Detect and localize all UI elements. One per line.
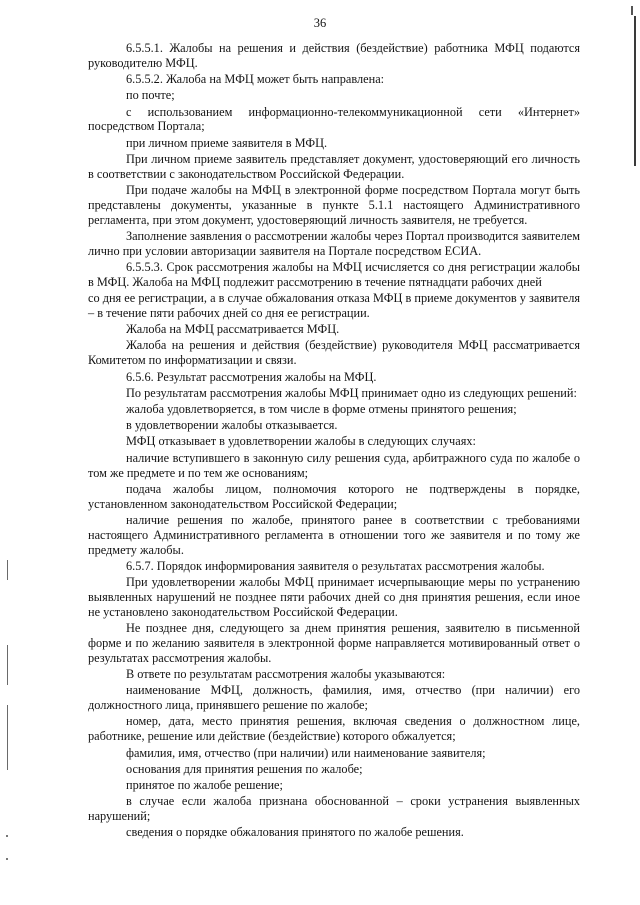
- paragraph: Жалоба на решения и действия (бездействие) руководителя МФЦ рассматривается Комитетом по информатизации и связи.: [88, 338, 580, 368]
- paragraph: наименование МФЦ, должность, фамилия, имя, отчество (при наличии) его должностного лица, принявшего решение по жалобе;: [88, 683, 580, 713]
- paragraph: 6.5.5.1. Жалобы на решения и действия (бездействие) работника МФЦ подаются руководителю МФЦ.: [88, 41, 580, 70]
- paragraph: При подаче жалобы на МФЦ в электронной форме посредством Портала могут быть представлены документы, указанные в пункте 5.1.1 настоящего Административного регламента, при этом документ, удостоверяющий личность заявителя, не требуется.: [88, 182, 580, 227]
- paragraph: Не позднее дня, следующего за днем принятия решения, заявителю в письменной форме и по желанию заявителя в электронной форме направляется мотивированный ответ о результатах рассмотрения жалобы.: [88, 621, 580, 665]
- paragraph: в случае если жалоба признана обоснованной – сроки устранения выявленных нарушений;: [88, 794, 580, 824]
- paragraph: фамилия, имя, отчество (при наличии) или наименование заявителя;: [126, 745, 486, 760]
- paragraph: 6.5.5.3. Срок рассмотрения жалобы на МФЦ исчисляется со дня регистрации жалобы в МФЦ. Жалоба на МФЦ подлежит рассмотрению в течение пятнадцати рабочих дней: [88, 260, 580, 289]
- paragraph: по почте;: [126, 88, 175, 103]
- paragraph: в удовлетворении жалобы отказывается.: [126, 418, 338, 433]
- paragraph: Заполнение заявления о рассмотрении жалобы через Портал производится заявителем лично при условии авторизации заявителя на Портале посредством ЕСИА.: [88, 228, 580, 258]
- scan-edge-mark: [631, 6, 633, 15]
- paragraph: Жалоба на МФЦ рассматривается МФЦ.: [126, 322, 340, 337]
- paragraph: при личном приеме заявителя в МФЦ.: [126, 135, 328, 150]
- scan-margin-mark: [7, 560, 8, 580]
- paragraph: В ответе по результатам рассмотрения жалобы указываются:: [126, 667, 446, 682]
- paragraph: подача жалобы лицом, полномочия которого не подтверждены в порядке, установленном законодательством Российской Федерации;: [88, 481, 580, 511]
- paragraph: с использованием информационно-телекоммуникационной сети «Интернет» посредством Портала;: [88, 104, 580, 134]
- paragraph: основания для принятия решения по жалобе;: [126, 761, 363, 776]
- paragraph: наличие вступившего в законную силу решения суда, арбитражного суда по жалобе о том же предмете и по тем же основаниям;: [88, 450, 580, 480]
- scan-margin-mark: [7, 645, 8, 685]
- paragraph: номер, дата, место принятия решения, включая сведения о должностном лице, работнике, решение или действие (бездействие) которого обжалуется;: [88, 714, 580, 744]
- paragraph: По результатам рассмотрения жалобы МФЦ принимает одно из следующих решений:: [126, 385, 577, 400]
- paragraph: При личном приеме заявитель представляет документ, удостоверяющий его личность в соответствии с законодательством Российской Федерации.: [88, 151, 580, 181]
- paragraph: При удовлетворении жалобы МФЦ принимает исчерпывающие меры по устранению выявленных нарушений не позднее пяти рабочих дней со дня принятия решения, если иное не установлено законодательством Российской Федерации.: [88, 575, 580, 619]
- paragraph: принятое по жалобе решение;: [126, 777, 283, 792]
- paragraph: МФЦ отказывает в удовлетворении жалобы в следующих случаях:: [126, 434, 476, 449]
- page-number: 36: [313, 16, 327, 30]
- paragraph: со дня ее регистрации, а в случае обжалования отказа МФЦ в приеме документов у заявителя – в течение пяти рабочих дней со дня ее регистрации.: [88, 291, 580, 321]
- paragraph: 6.5.7. Порядок информирования заявителя о результатах рассмотрения жалобы.: [126, 558, 545, 573]
- scan-margin-dot: [6, 835, 8, 837]
- paragraph: наличие решения по жалобе, принятого ранее в соответствии с требованиями настоящего Административного регламента в отношении того же заявителя и по тому же предмету жалобы.: [88, 512, 580, 557]
- scan-margin-mark: [7, 705, 8, 770]
- scan-edge-line: [634, 16, 636, 166]
- paragraph: жалоба удовлетворяется, в том числе в форме отмены принятого решения;: [126, 402, 517, 416]
- scan-margin-dot: [6, 858, 8, 860]
- paragraph: сведения о порядке обжалования принятого по жалобе решения.: [126, 825, 464, 840]
- paragraph: 6.5.6. Результат рассмотрения жалобы на МФЦ.: [126, 369, 377, 384]
- document-body: [88, 41, 580, 841]
- paragraph: 6.5.5.2. Жалоба на МФЦ может быть направлена:: [126, 72, 385, 87]
